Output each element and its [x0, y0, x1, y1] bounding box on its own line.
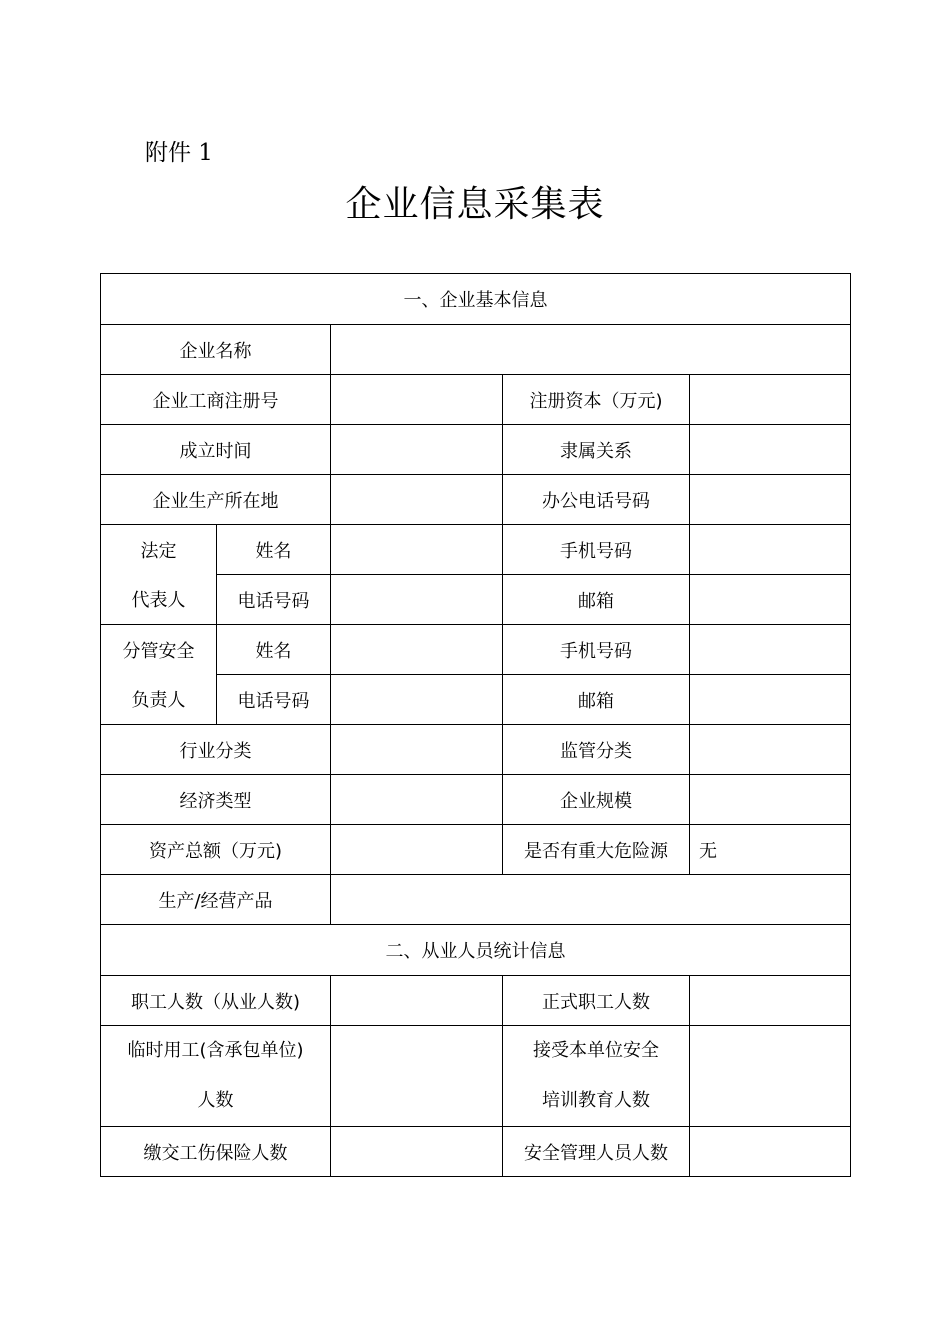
field-legal-rep-email[interactable] [690, 575, 851, 625]
label-safety-head-line1: 分管安全 [101, 625, 217, 675]
label-scale: 企业规模 [503, 775, 690, 825]
label-affiliation: 隶属关系 [503, 425, 690, 475]
label-supervision: 监管分类 [503, 725, 690, 775]
label-reg-no: 企业工商注册号 [101, 375, 331, 425]
label-company-name: 企业名称 [101, 325, 331, 375]
label-location: 企业生产所在地 [101, 475, 331, 525]
field-company-name[interactable] [331, 325, 851, 375]
field-major-hazard[interactable]: 无 [690, 825, 851, 875]
field-founded[interactable] [331, 425, 503, 475]
field-temp-workers[interactable] [331, 1026, 503, 1127]
field-trained[interactable] [690, 1026, 851, 1127]
label-temp-workers [101, 1026, 331, 1127]
label-safety-head-name: 姓名 [217, 625, 331, 675]
label-industry: 行业分类 [101, 725, 331, 775]
label-major-hazard: 是否有重大危险源 [503, 825, 690, 875]
label-legal-rep-email: 邮箱 [503, 575, 690, 625]
field-employees[interactable] [331, 976, 503, 1026]
label-safety-head-phone: 电话号码 [217, 675, 331, 725]
field-scale[interactable] [690, 775, 851, 825]
label-founded: 成立时间 [101, 425, 331, 475]
field-safety-managers[interactable] [690, 1127, 851, 1177]
field-location[interactable] [331, 475, 503, 525]
field-total-assets[interactable] [331, 825, 503, 875]
field-legal-rep-phone[interactable] [331, 575, 503, 625]
label-trained [503, 1026, 690, 1127]
label-safety-managers: 安全管理人员人数 [503, 1127, 690, 1177]
label-trained-line1: 接受本单位安全 [533, 1040, 659, 1061]
section-basic-header: 一、企业基本信息 [101, 274, 851, 325]
form-title: 企业信息采集表 [345, 184, 605, 225]
label-legal-rep-line1: 法定 [101, 525, 217, 575]
label-trained-line2: 培训教育人数 [542, 1090, 650, 1111]
field-formal-employees[interactable] [690, 976, 851, 1026]
label-total-assets: 资产总额（万元) [101, 825, 331, 875]
label-safety-head-line2: 负责人 [101, 675, 217, 725]
field-legal-rep-mobile[interactable] [690, 525, 851, 575]
field-safety-head-name[interactable] [331, 625, 503, 675]
field-supervision[interactable] [690, 725, 851, 775]
label-legal-rep-phone: 电话号码 [217, 575, 331, 625]
label-legal-rep-name: 姓名 [217, 525, 331, 575]
field-office-phone[interactable] [690, 475, 851, 525]
field-safety-head-email[interactable] [690, 675, 851, 725]
label-legal-rep-mobile: 手机号码 [503, 525, 690, 575]
label-formal-employees: 正式职工人数 [503, 976, 690, 1026]
field-economic-type[interactable] [331, 775, 503, 825]
label-products: 生产/经营产品 [101, 875, 331, 925]
field-affiliation[interactable] [690, 425, 851, 475]
label-safety-head-mobile: 手机号码 [503, 625, 690, 675]
label-temp-workers-line1: 临时用工(含承包单位) [127, 1040, 304, 1061]
attachment-label: 附件 1 [145, 140, 213, 166]
field-safety-head-mobile[interactable] [690, 625, 851, 675]
field-safety-head-phone[interactable] [331, 675, 503, 725]
label-injury-insured: 缴交工伤保险人数 [101, 1127, 331, 1177]
label-employees: 职工人数（从业人数) [101, 976, 331, 1026]
label-legal-rep-line2: 代表人 [101, 575, 217, 625]
label-economic-type: 经济类型 [101, 775, 331, 825]
label-reg-capital: 注册资本（万元) [503, 375, 690, 425]
label-temp-workers-line2: 人数 [197, 1090, 234, 1111]
field-injury-insured[interactable] [331, 1127, 503, 1177]
label-office-phone: 办公电话号码 [503, 475, 690, 525]
field-legal-rep-name[interactable] [331, 525, 503, 575]
field-products[interactable] [331, 875, 851, 925]
section-staff-header: 二、从业人员统计信息 [101, 925, 851, 976]
field-industry[interactable] [331, 725, 503, 775]
label-safety-head-email: 邮箱 [503, 675, 690, 725]
field-reg-capital[interactable] [690, 375, 851, 425]
field-reg-no[interactable] [331, 375, 503, 425]
info-form-table [100, 273, 851, 1177]
